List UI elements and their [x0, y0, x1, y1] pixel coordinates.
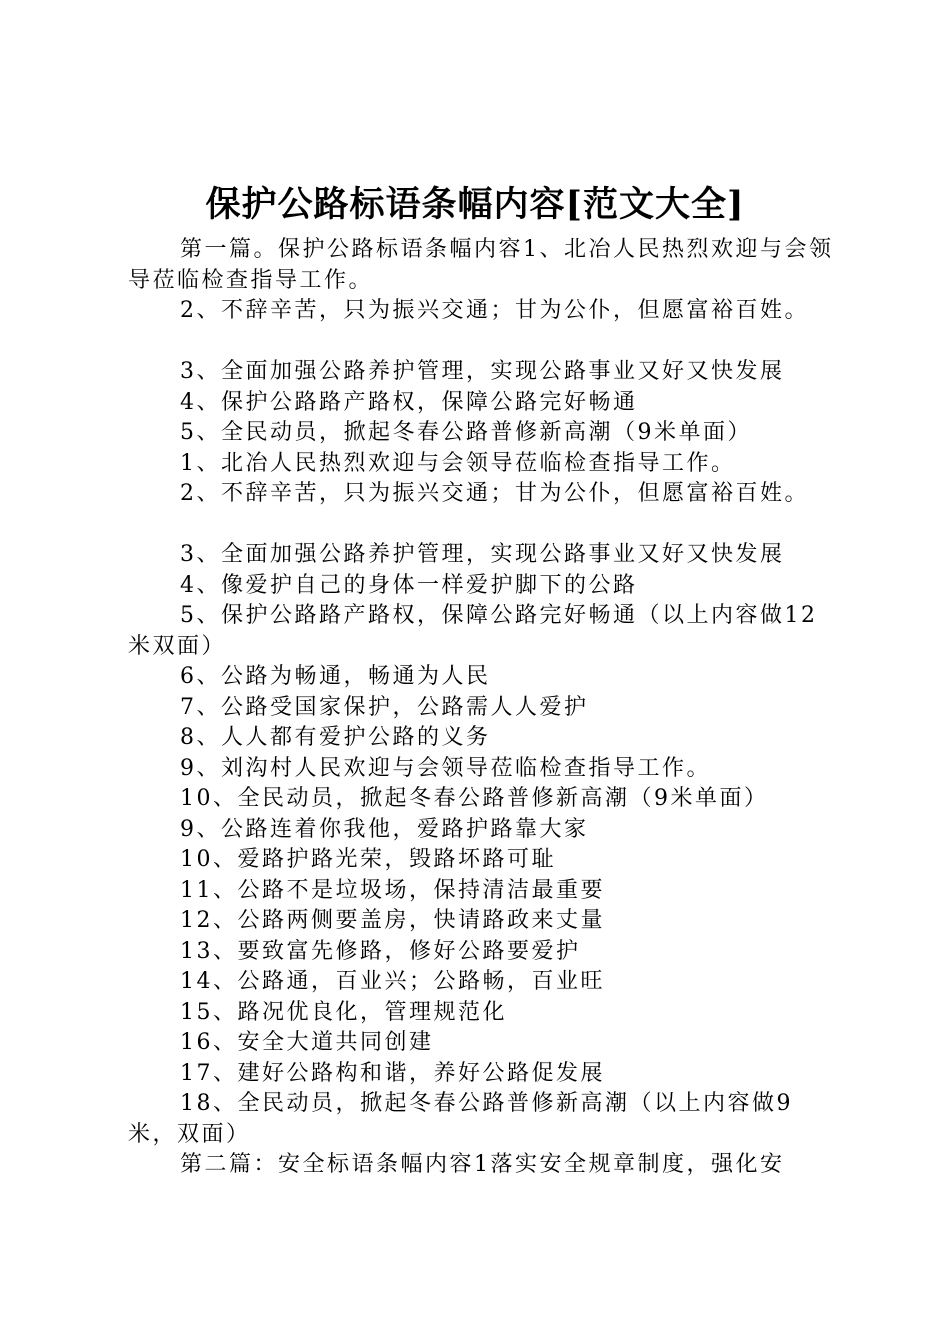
blank-line	[128, 327, 838, 358]
paragraph: 16、安全大道共同创建	[180, 1030, 434, 1055]
document-title: 保护公路标语条幅内容[范文大全]	[205, 184, 745, 225]
paragraph: 17、建好公路构和谐，养好公路促发展	[180, 1060, 605, 1086]
paragraph: 10、全民动员，掀起冬春公路普修新高潮（9米单面）	[180, 786, 769, 811]
paragraph: 9、刘沟村人民欢迎与会领导莅临检查指导工作。	[180, 755, 711, 781]
paragraph: 6、公路为畅通，畅通为人民	[180, 664, 491, 689]
document-body	[128, 235, 838, 1181]
paragraph: 第一篇。保护公路标语条幅内容1、北冶人民热烈欢迎与会领导莅临检查指导工作。	[128, 237, 834, 293]
paragraph: 14、公路通，百业兴；公路畅，百业旺	[180, 969, 605, 994]
paragraph: 7、公路受国家保护，公路需人人爱护	[180, 694, 589, 720]
paragraph: 4、保护公路路产路权，保障公路完好畅通	[180, 389, 638, 415]
paragraph: 第二篇：安全标语条幅内容1落实安全规章制度，强化安	[180, 1152, 785, 1177]
paragraph: 18、全民动员，掀起冬春公路普修新高潮（以上内容做9米，双面）	[128, 1091, 793, 1147]
paragraph: 2、不辞辛苦，只为振兴交通；甘为公仆，但愿富裕百姓。	[180, 298, 809, 323]
paragraph: 3、全面加强公路养护管理，实现公路事业又好又快发展	[180, 359, 785, 384]
paragraph: 5、全民动员，掀起冬春公路普修新高潮（9米单面）	[180, 420, 752, 445]
paragraph: 9、公路连着你我他，爱路护路靠大家	[180, 816, 589, 842]
paragraph: 1、北冶人民热烈欢迎与会领导莅临检查指导工作。	[180, 450, 736, 476]
paragraph: 13、要致富先修路，修好公路要爱护	[180, 938, 581, 964]
blank-line	[128, 510, 838, 541]
paragraph: 4、像爱护自己的身体一样爱护脚下的公路	[180, 572, 638, 598]
paragraph: 2、不辞辛苦，只为振兴交通；甘为公仆，但愿富裕百姓。	[180, 481, 809, 506]
paragraph: 3、全面加强公路养护管理，实现公路事业又好又快发展	[180, 542, 785, 567]
paragraph: 15、路况优良化，管理规范化	[180, 999, 507, 1025]
paragraph: 10、爱路护路光荣，毁路坏路可耻	[180, 847, 556, 872]
paragraph: 8、人人都有爱护公路的义务	[180, 725, 491, 750]
paragraph: 5、保护公路路产路权，保障公路完好畅通（以上内容做12米双面）	[128, 603, 818, 659]
paragraph: 11、公路不是垃圾场，保持清洁最重要	[180, 877, 605, 903]
paragraph: 12、公路两侧要盖房，快请路政来丈量	[180, 908, 605, 933]
